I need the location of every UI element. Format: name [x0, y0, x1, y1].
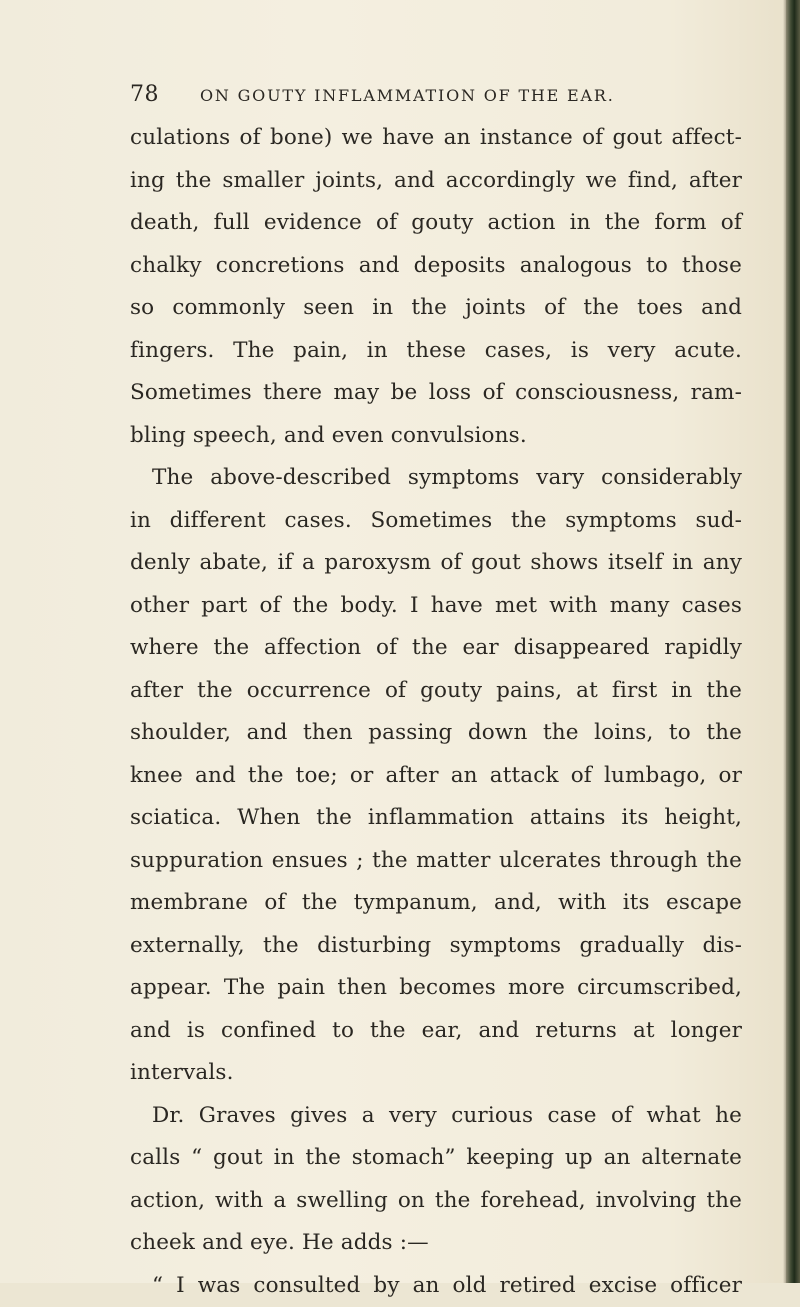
text-line: intervals.	[130, 1052, 742, 1095]
text-line: The above-described symptoms vary considerably	[130, 457, 742, 500]
text-line: culations of bone) we have an instance of gout affect-	[130, 117, 742, 160]
text-line: “ I was consulted by an old retired excise officer	[130, 1265, 742, 1307]
text-line: and is confined to the ear, and returns at longer	[130, 1010, 742, 1053]
text-line: where the affection of the ear disappeared rapidly	[130, 627, 742, 670]
text-line: externally, the disturbing symptoms gradually dis-	[130, 925, 742, 968]
text-line: action, with a swelling on the forehead, involving the	[130, 1180, 742, 1223]
text-line: after the occurrence of gouty pains, at first in the	[130, 670, 742, 713]
text-line: knee and the toe; or after an attack of lumbago, or	[130, 755, 742, 798]
page-header	[130, 82, 740, 112]
text-line: so commonly seen in the joints of the toes and	[130, 287, 742, 330]
text-line: denly abate, if a paroxysm of gout shows itself in any	[130, 542, 742, 585]
body-text	[130, 117, 742, 1307]
text-line: Dr. Graves gives a very curious case of what he	[130, 1095, 742, 1138]
text-line: other part of the body. I have met with many cases	[130, 585, 742, 628]
text-line: chalky concretions and deposits analogous to those	[130, 245, 742, 288]
text-line: membrane of the tympanum, and, with its escape	[130, 882, 742, 925]
text-line: calls “ gout in the stomach” keeping up an alternate	[130, 1137, 742, 1180]
text-line: shoulder, and then passing down the loins, to the	[130, 712, 742, 755]
text-line: cheek and eye. He adds :—	[130, 1222, 742, 1265]
running-head: ON GOUTY INFLAMMATION OF THE EAR.	[200, 86, 615, 105]
text-line: bling speech, and even convulsions.	[130, 415, 742, 458]
book-spine	[786, 0, 800, 1283]
text-line: Sometimes there may be loss of consciousness, ram-	[130, 372, 742, 415]
page-number: 78	[130, 82, 159, 107]
text-line: appear. The pain then becomes more circumscribed,	[130, 967, 742, 1010]
text-line: sciatica. When the inflammation attains its height,	[130, 797, 742, 840]
text-line: in different cases. Sometimes the symptoms sud-	[130, 500, 742, 543]
text-line: suppuration ensues ; the matter ulcerates through the	[130, 840, 742, 883]
text-line: death, full evidence of gouty action in the form of	[130, 202, 742, 245]
text-line: ing the smaller joints, and accordingly we find, after	[130, 160, 742, 203]
text-line: fingers. The pain, in these cases, is very acute.	[130, 330, 742, 373]
